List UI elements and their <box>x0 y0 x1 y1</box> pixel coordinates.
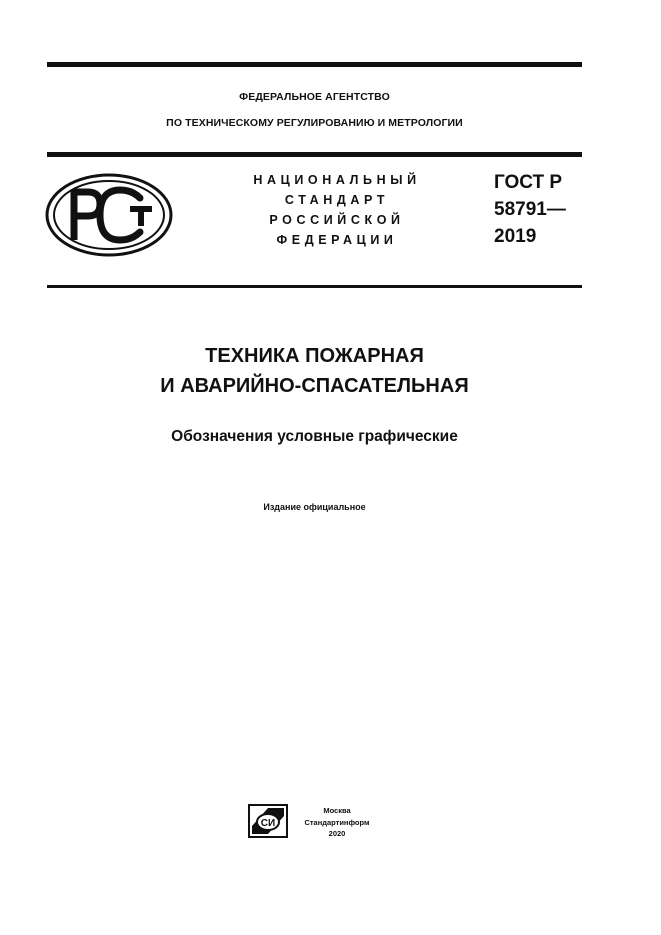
agency-line-2: ПО ТЕХНИЧЕСКОМУ РЕГУЛИРОВАНИЮ И МЕТРОЛОГИИ <box>166 117 463 129</box>
document-title-line-2: И АВАРИЙНО-СПАСАТЕЛЬНАЯ <box>160 375 469 397</box>
designation-number: 58791— <box>494 199 566 220</box>
publisher-city: Москва <box>323 806 351 815</box>
agency-rule <box>47 152 582 157</box>
top-rule <box>47 62 582 67</box>
standard-type-block <box>232 170 442 250</box>
standard-type-line-2: СТАНДАРТ <box>284 193 390 207</box>
designation-prefix: ГОСТ Р <box>494 172 563 193</box>
standard-type-line-1: НАЦИОНАЛЬНЫЙ <box>253 173 421 187</box>
document-subtitle: Обозначения условные графические <box>171 428 458 445</box>
designation-block <box>494 169 594 250</box>
standartinform-logo-icon <box>248 804 288 838</box>
edition-note: Издание официальное <box>263 502 366 512</box>
header-rule <box>47 285 582 288</box>
agency-line-1: ФЕДЕРАЛЬНОЕ АГЕНТСТВО <box>239 91 390 103</box>
standard-type-line-3: РОССИЙСКОЙ <box>269 213 405 227</box>
rst-logo-icon <box>44 172 174 258</box>
publisher-block <box>294 805 380 840</box>
designation-year: 2019 <box>494 226 537 247</box>
svg-text:СИ: СИ <box>260 818 276 829</box>
document-title-line-1: ТЕХНИКА ПОЖАРНАЯ <box>205 345 424 367</box>
standard-type-line-4: ФЕДЕРАЦИИ <box>276 233 398 247</box>
publisher-year: 2020 <box>328 829 346 838</box>
publisher-name: Стандартинформ <box>304 817 370 827</box>
